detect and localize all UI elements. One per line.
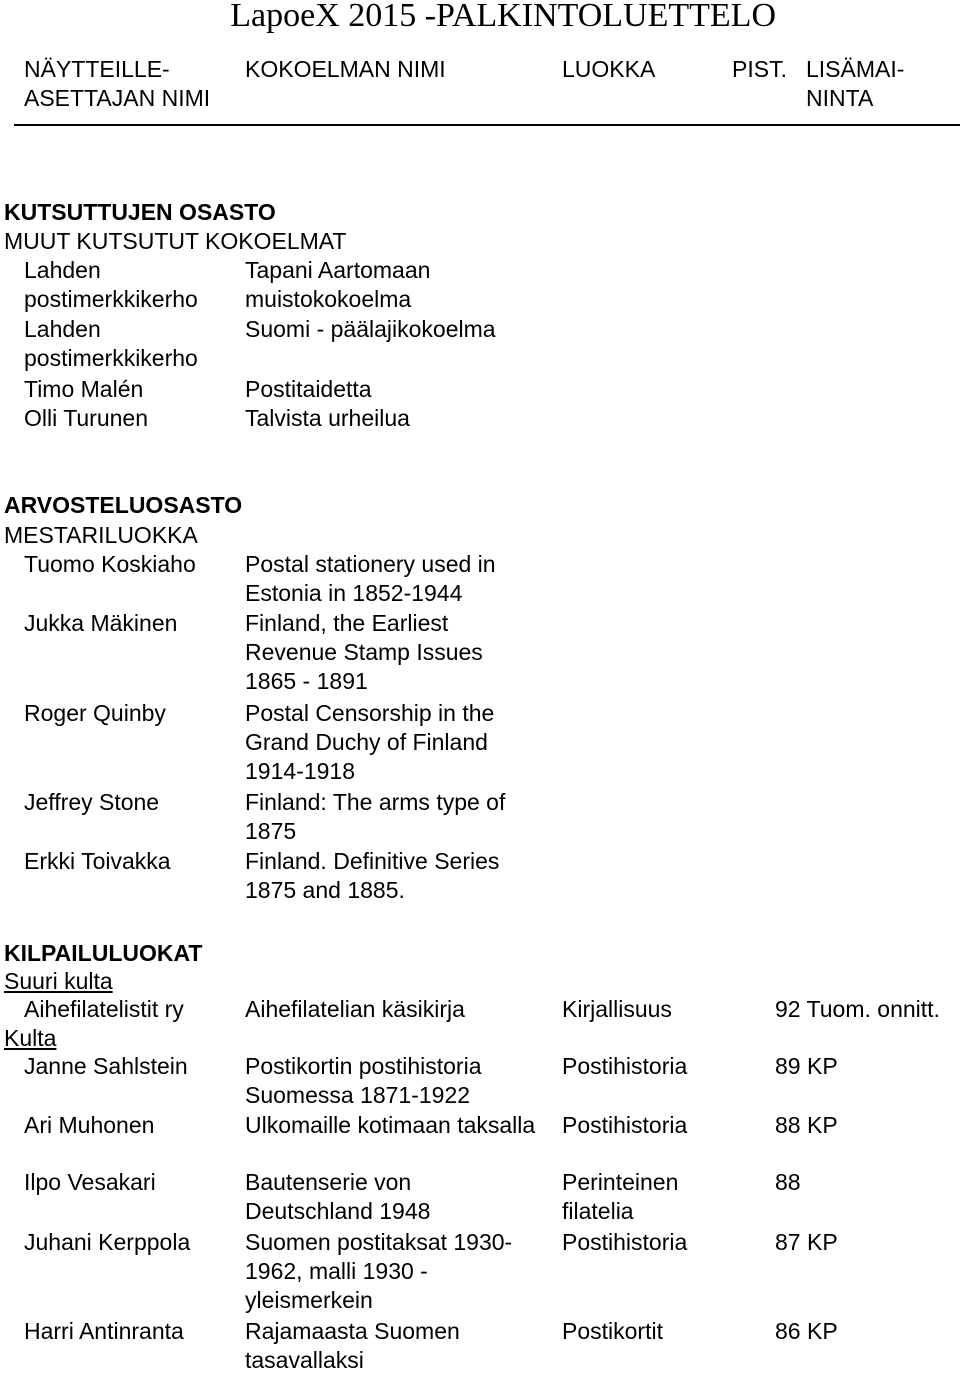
points: 88 KP xyxy=(775,1112,838,1138)
exhibitor-name: Juhani Kerppola xyxy=(24,1229,191,1255)
collection-name: Postal Censorship in the Grand Duchy of Finland 1914-1918 xyxy=(245,700,495,784)
subsection-title-invited: MUUT KUTSUTUT KOKOELMAT xyxy=(4,228,347,254)
collection-name: Finland, the Earliest Revenue Stamp Issues 1865 - 1891 xyxy=(245,610,483,694)
points: 88 xyxy=(775,1169,801,1195)
exhibitor-name: Tuomo Koskiaho xyxy=(24,551,196,577)
points: 87 KP xyxy=(775,1229,838,1255)
exhibitor-name: Lahden postimerkkikerho xyxy=(24,257,198,312)
header-extra-line1: LISÄMAI- xyxy=(806,56,905,82)
class-name: Postihistoria xyxy=(562,1229,688,1255)
collection-name: Suomen postitaksat 1930-1962, malli 1930 - yleismerkein xyxy=(245,1229,513,1313)
class-name: Postihistoria xyxy=(562,1112,688,1138)
collection-name: Postitaidetta xyxy=(245,376,372,402)
collection-name: Finland: The arms type of 1875 xyxy=(245,789,506,844)
exhibitor-name: Aihefilatelistit ry xyxy=(24,996,184,1022)
medal-heading-large-gold: Suuri kulta xyxy=(4,968,113,994)
collection-name: Aihefilatelian käsikirja xyxy=(245,996,465,1022)
class-name: Postihistoria xyxy=(562,1053,688,1079)
exhibitor-name: Ari Muhonen xyxy=(24,1112,155,1138)
header-extra-line2: NINTA xyxy=(806,85,874,111)
section-title-competition: KILPAILULUOKAT xyxy=(4,940,203,966)
exhibitor-name: Erkki Toivakka xyxy=(24,848,171,874)
header-collection: KOKOELMAN NIMI xyxy=(245,56,446,82)
class-name: Kirjallisuus xyxy=(562,996,672,1022)
points: 92 Tuom. onnitt. xyxy=(775,996,940,1022)
exhibitor-name: Jukka Mäkinen xyxy=(24,610,178,636)
column-header xyxy=(0,0,960,124)
exhibitor-name: Janne Sahlstein xyxy=(24,1053,188,1079)
section-title-jury: ARVOSTELUOSASTO xyxy=(4,492,243,518)
exhibitor-name: Jeffrey Stone xyxy=(24,789,160,815)
header-exhibitor-line2: ASETTAJAN NIMI xyxy=(24,85,211,111)
exhibitor-name: Lahden postimerkkikerho xyxy=(24,316,198,371)
page-title: LapoeX 2015 -PALKINTOLUETTELO xyxy=(230,0,776,34)
header-divider xyxy=(14,124,960,126)
class-name: Perinteinen filatelia xyxy=(562,1169,679,1224)
collection-name: Finland. Definitive Series 1875 and 1885. xyxy=(245,848,500,903)
subsection-title-jury: MESTARILUOKKA xyxy=(4,522,198,548)
exhibitor-name: Ilpo Vesakari xyxy=(24,1169,156,1195)
class-name: Postikortit xyxy=(562,1318,663,1344)
header-points: PIST. xyxy=(732,56,787,82)
exhibitor-name: Timo Malén xyxy=(24,376,144,402)
collection-name: Tapani Aartomaan muistokokoelma xyxy=(245,257,431,312)
exhibitor-name: Harri Antinranta xyxy=(24,1318,184,1344)
medal-heading-gold: Kulta xyxy=(4,1025,57,1051)
collection-name: Talvista urheilua xyxy=(245,405,410,431)
exhibitor-name: Roger Quinby xyxy=(24,700,166,726)
collection-name: Postikortin postihistoria Suomessa 1871-1922 xyxy=(245,1053,482,1108)
header-class: LUOKKA xyxy=(562,56,656,82)
header-exhibitor-line1: NÄYTTEILLE- xyxy=(24,56,170,82)
collection-name: Suomi - päälajikokoelma xyxy=(245,316,496,342)
section-title-invited: KUTSUTTUJEN OSASTO xyxy=(4,199,276,225)
collection-name: Rajamaasta Suomen tasavallaksi xyxy=(245,1318,460,1373)
exhibitor-name: Olli Turunen xyxy=(24,405,149,431)
collection-name: Ulkomaille kotimaan taksalla xyxy=(245,1112,536,1138)
points: 86 KP xyxy=(775,1318,838,1344)
collection-name: Postal stationery used in Estonia in 1852-1944 xyxy=(245,551,496,606)
points: 89 KP xyxy=(775,1053,838,1079)
collection-name: Bautenserie von Deutschland 1948 xyxy=(245,1169,431,1224)
header-extra xyxy=(806,55,904,113)
header-exhibitor xyxy=(24,55,210,113)
